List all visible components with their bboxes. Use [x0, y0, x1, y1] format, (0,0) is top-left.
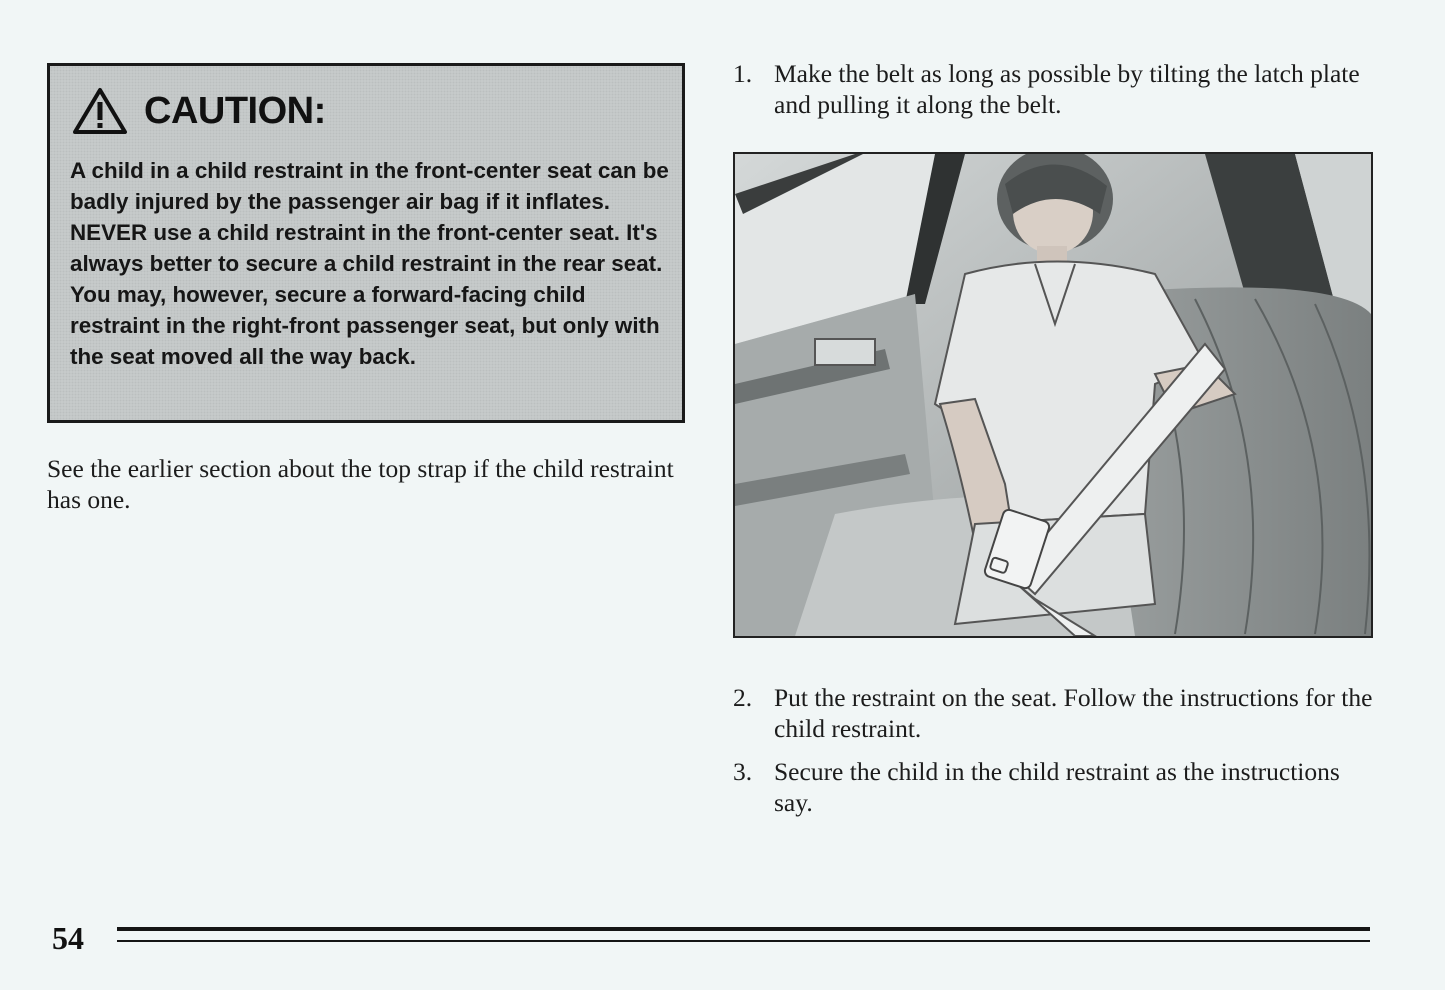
step-number: 3.	[733, 757, 753, 786]
step-3	[733, 756, 1373, 818]
step-text: Put the restraint on the seat. Follow the instructions for the child restraint.	[774, 683, 1373, 743]
step-number: 1.	[733, 59, 753, 88]
step-1	[733, 58, 1373, 120]
illustration-drawing	[735, 154, 1371, 636]
footer-rule-thin	[117, 940, 1370, 942]
warning-triangle-icon	[72, 87, 128, 135]
step-text: Secure the child in the child restraint as the instructions say.	[774, 757, 1340, 817]
caution-text: A child in a child restraint in the front-center seat can be badly injured by the passenger air bag if it inflates. NEVER use a child restraint in the front-center seat. It's always better to secure a child restraint in the rear seat. You may, however, secure a forward-facing child restraint in the right-front passenger seat, but only with the seat moved all the way back.	[70, 158, 669, 369]
footer-rule	[117, 927, 1370, 945]
caution-title: CAUTION:	[144, 89, 326, 132]
step-number: 2.	[733, 683, 753, 712]
step-text: Make the belt as long as possible by tilting the latch plate and pulling it along the belt.	[774, 59, 1360, 119]
step-2	[733, 682, 1373, 744]
seat-belt-illustration	[733, 152, 1373, 638]
footer-rule-thick	[117, 927, 1370, 931]
caution-header	[72, 86, 326, 136]
caution-box	[47, 63, 685, 423]
page-number: 54	[52, 920, 84, 956]
top-strap-note: See the earlier section about the top strap if the child restraint has one.	[47, 454, 674, 514]
